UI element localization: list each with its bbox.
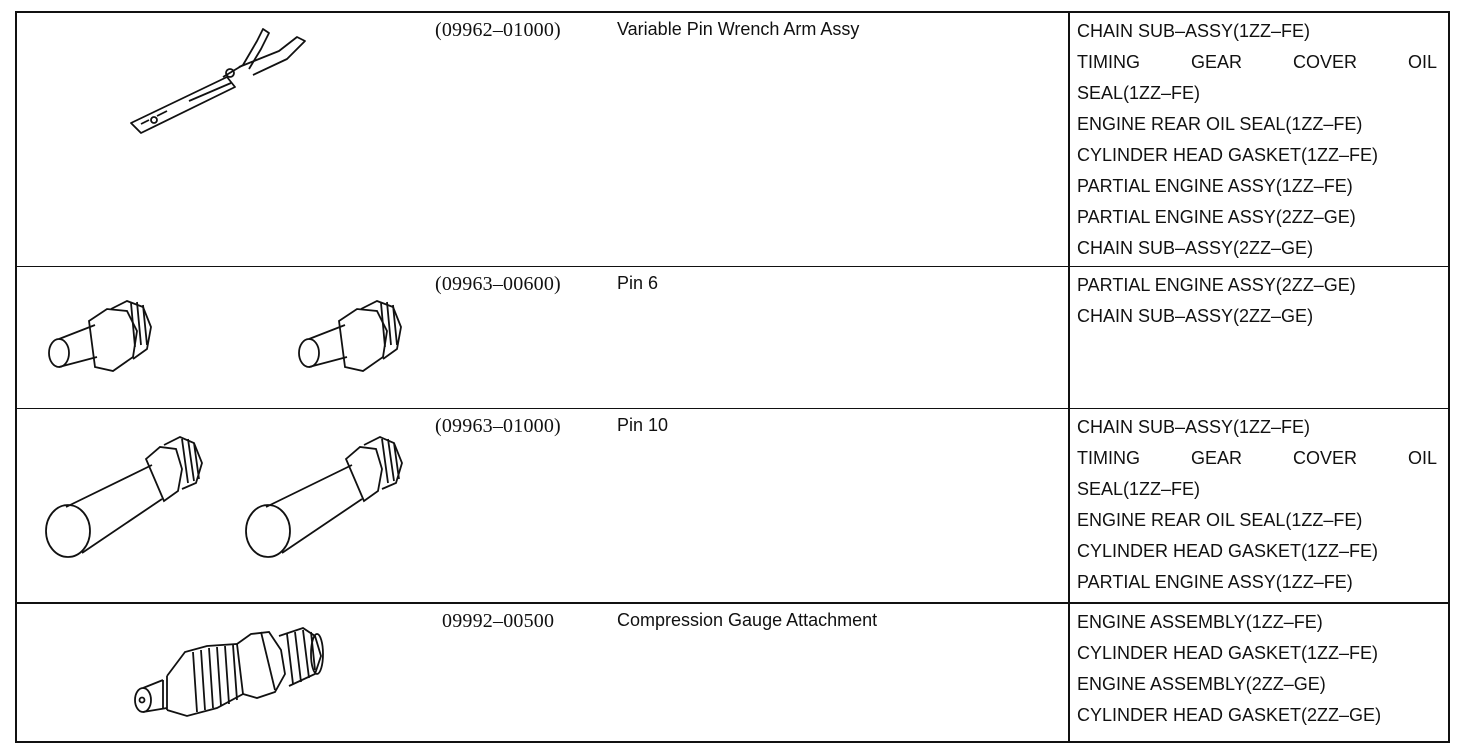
part-name: Compression Gauge Attachment <box>617 610 878 630</box>
usage-word: OIL <box>1407 448 1437 468</box>
part-number: (09963–01000) <box>435 415 561 437</box>
usage-item: CYLINDER HEAD GASKET(1ZZ–FE) <box>1077 643 1379 663</box>
usage-word: TIMING <box>1077 448 1140 468</box>
usage-word: TIMING <box>1077 52 1140 72</box>
usage-item: CHAIN SUB–ASSY(1ZZ–FE) <box>1077 417 1311 437</box>
part-number: (09963–00600) <box>435 273 561 295</box>
usage-word: GEAR <box>1190 52 1242 72</box>
usage-word: OIL <box>1407 52 1437 72</box>
usage-word: COVER <box>1292 448 1357 468</box>
table-row <box>17 267 1448 408</box>
usage-item: PARTIAL ENGINE ASSY(1ZZ–FE) <box>1077 572 1353 592</box>
special-service-tools-table <box>15 11 1450 743</box>
usage-item <box>1077 47 1437 78</box>
gauge-attachment-icon <box>17 604 427 741</box>
usage-item: PARTIAL ENGINE ASSY(2ZZ–GE) <box>1077 275 1356 295</box>
usage-item: ENGINE REAR OIL SEAL(1ZZ–FE) <box>1077 114 1363 134</box>
usage-item: CYLINDER HEAD GASKET(2ZZ–GE) <box>1077 705 1382 725</box>
usage-item: ENGINE REAR OIL SEAL(1ZZ–FE) <box>1077 510 1363 530</box>
usage-item: ENGINE ASSEMBLY(2ZZ–GE) <box>1077 674 1326 694</box>
usage-list <box>1077 270 1437 332</box>
usage-list <box>1077 16 1437 264</box>
usage-item: CHAIN SUB–ASSY(2ZZ–GE) <box>1077 238 1314 258</box>
part-name: Variable Pin Wrench Arm Assy <box>617 19 860 39</box>
usage-word: COVER <box>1292 52 1357 72</box>
usage-item: PARTIAL ENGINE ASSY(2ZZ–GE) <box>1077 207 1356 227</box>
table-row <box>17 13 1448 266</box>
usage-word: GEAR <box>1190 448 1242 468</box>
usage-item: CHAIN SUB–ASSY(2ZZ–GE) <box>1077 306 1314 326</box>
usage-item: CYLINDER HEAD GASKET(1ZZ–FE) <box>1077 145 1379 165</box>
usage-item <box>1077 443 1437 474</box>
long-pin-icon <box>17 409 427 602</box>
usage-item: CYLINDER HEAD GASKET(1ZZ–FE) <box>1077 541 1379 561</box>
usage-item: SEAL(1ZZ–FE) <box>1077 83 1201 103</box>
usage-item: ENGINE ASSEMBLY(1ZZ–FE) <box>1077 612 1323 632</box>
part-name: Pin 10 <box>617 415 669 435</box>
pin-wrench-arm-icon <box>17 13 427 266</box>
table-row <box>17 409 1448 602</box>
usage-list <box>1077 607 1437 731</box>
part-number: 09992–00500 <box>442 610 555 632</box>
short-pin-icon <box>17 267 427 408</box>
usage-item: PARTIAL ENGINE ASSY(1ZZ–FE) <box>1077 176 1353 196</box>
usage-list <box>1077 412 1437 598</box>
usage-item: CHAIN SUB–ASSY(1ZZ–FE) <box>1077 21 1311 41</box>
part-number: (09962–01000) <box>435 19 561 41</box>
part-name: Pin 6 <box>617 273 659 293</box>
table-row <box>17 604 1448 741</box>
usage-item: SEAL(1ZZ–FE) <box>1077 479 1201 499</box>
